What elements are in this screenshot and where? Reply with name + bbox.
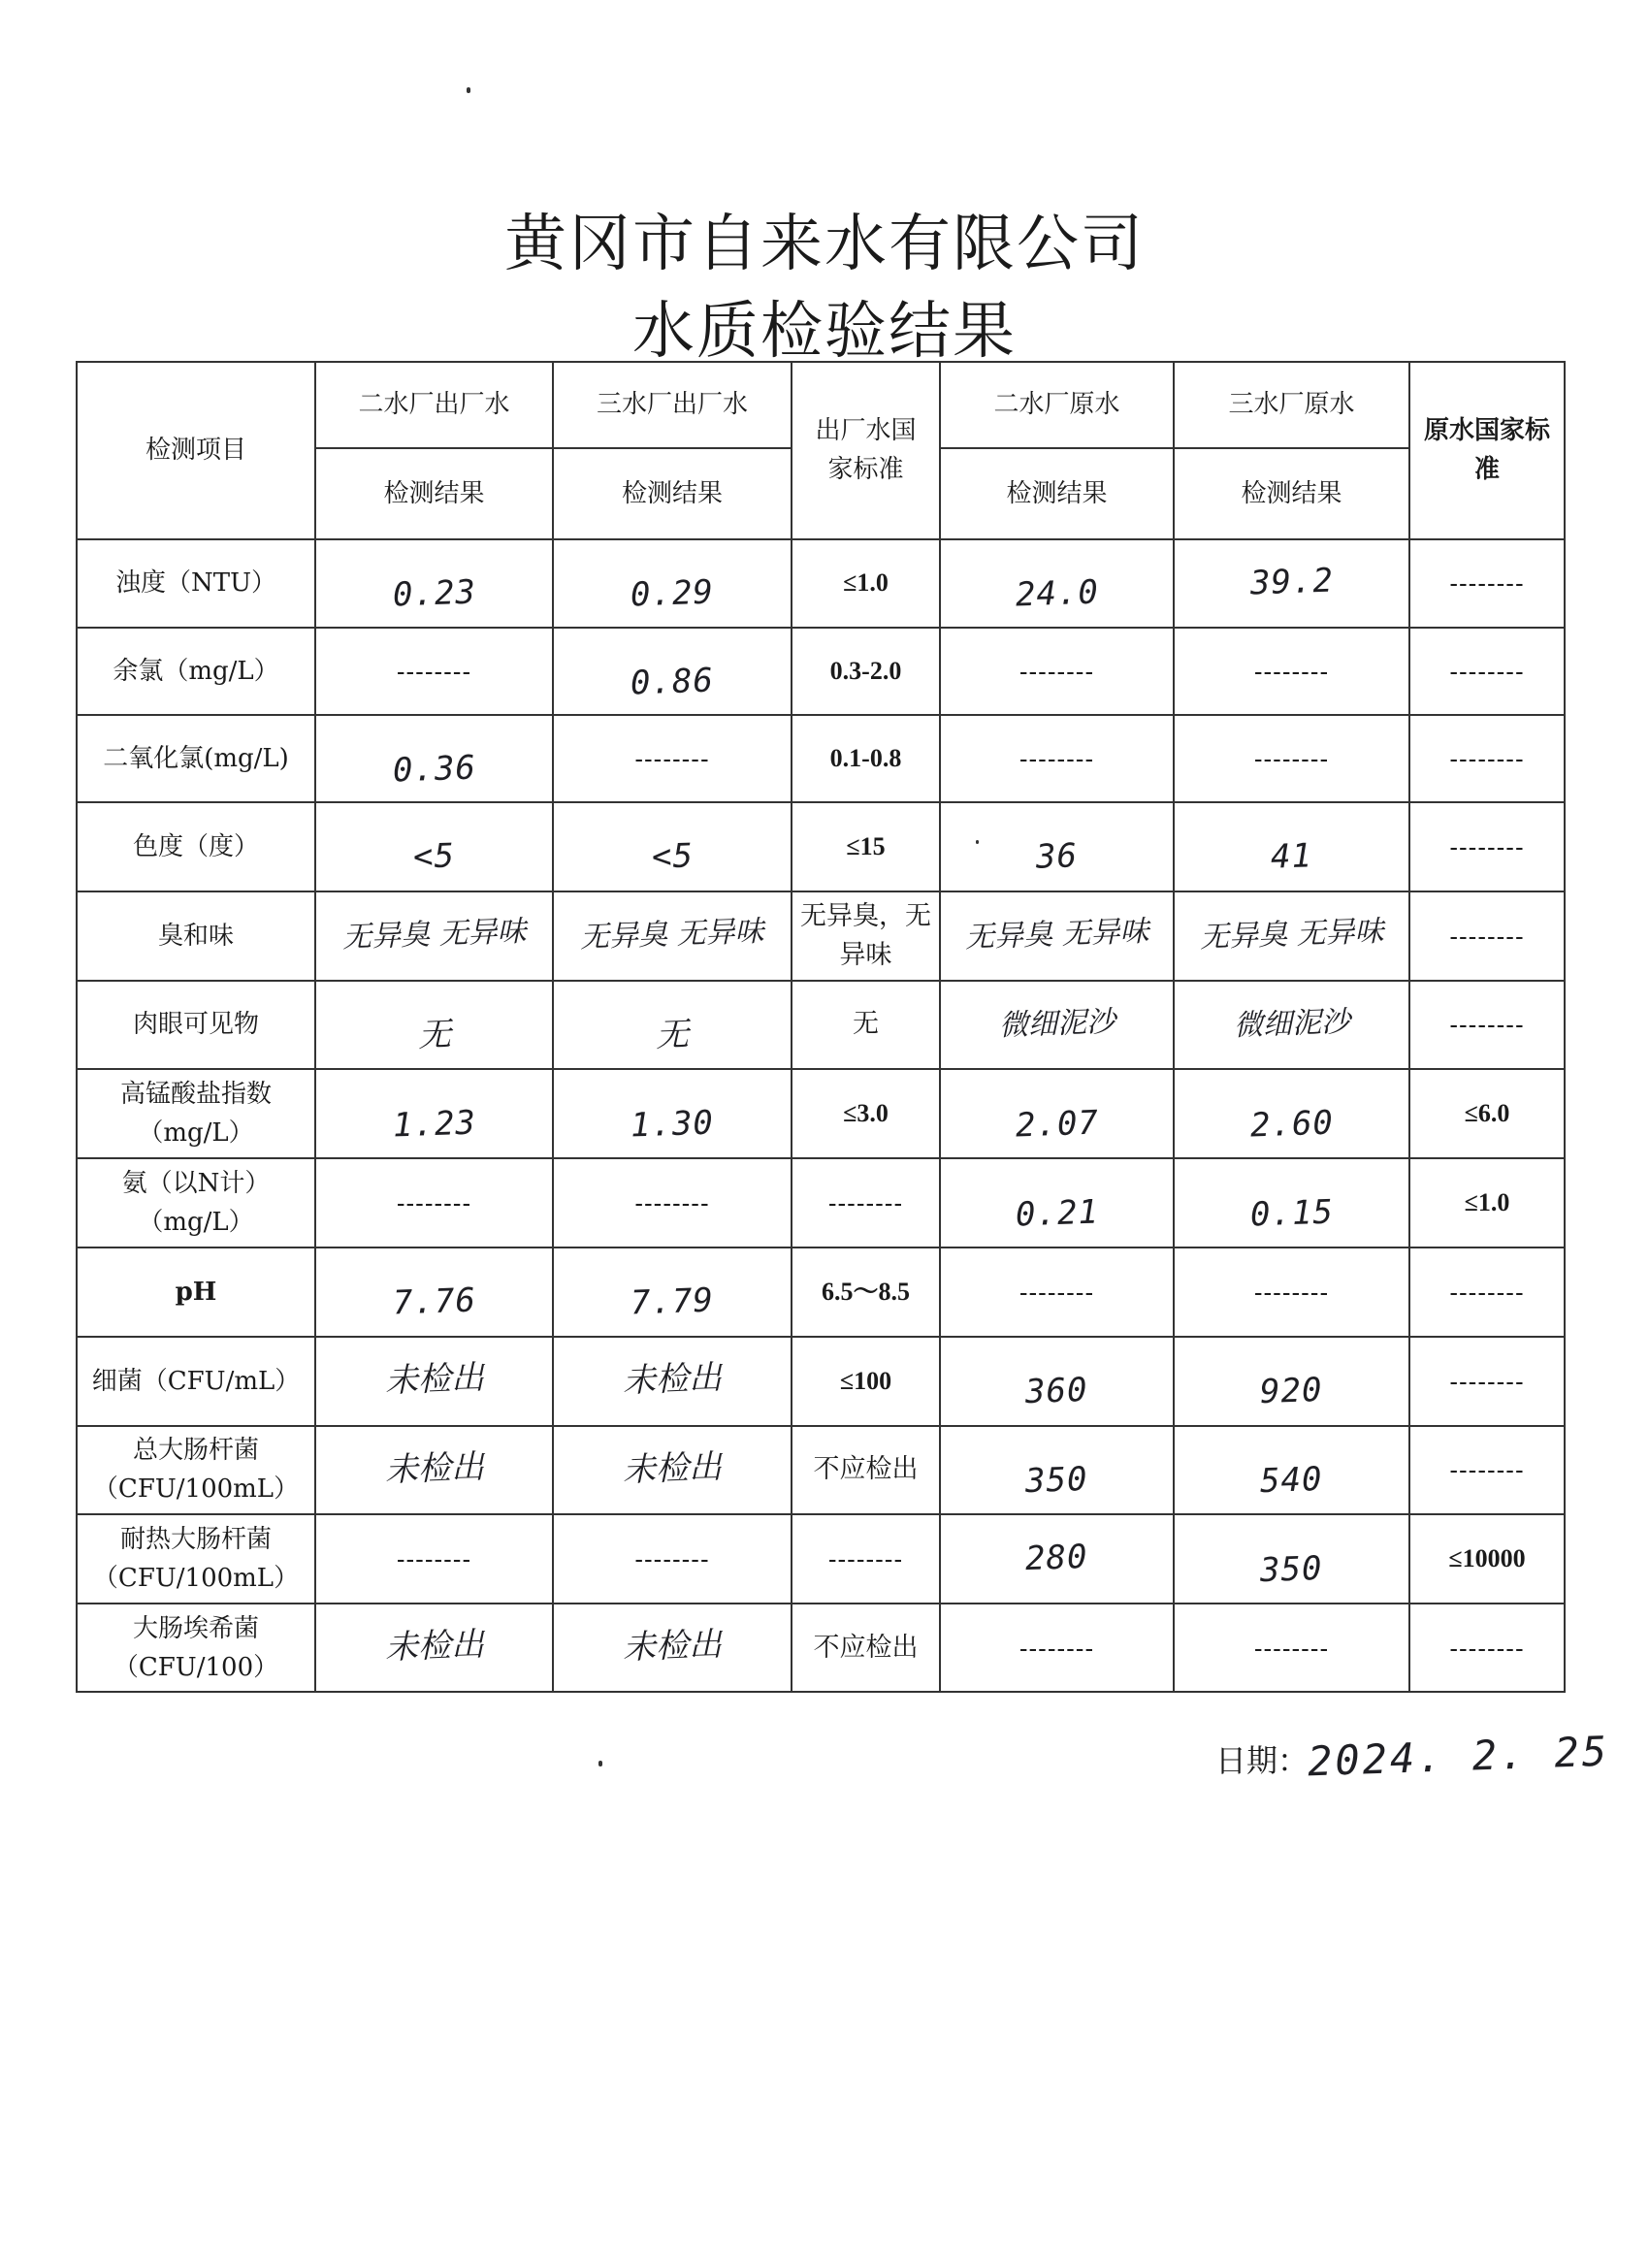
subheader-col2: 检测结果 <box>553 448 792 539</box>
table-row <box>77 1337 1565 1426</box>
cell-col1: 无异臭 无异味 <box>315 891 553 981</box>
cell-col4: 24.0 <box>940 539 1174 629</box>
cell-col5: -------- <box>1174 715 1409 802</box>
cell-col2: 7.79 <box>553 1247 792 1337</box>
cell-col2: -------- <box>553 715 792 802</box>
cell-raw-std: -------- <box>1409 715 1565 802</box>
cell-col1: 0.23 <box>315 539 553 629</box>
cell-col4: 无异臭 无异味 <box>940 891 1174 981</box>
row-item: 细菌（CFU/mL） <box>77 1337 315 1426</box>
table-row <box>77 981 1565 1070</box>
cell-col5: 39.2 <box>1174 539 1409 629</box>
cell-raw-std: -------- <box>1409 628 1565 715</box>
header-col5: 三水厂原水 <box>1174 362 1409 448</box>
cell-raw-std: ≤1.0 <box>1409 1158 1565 1247</box>
cell-col5: 350 <box>1174 1514 1409 1604</box>
cell-col4: 2.07 <box>940 1069 1174 1158</box>
cell-col2: 未检出 <box>553 1604 792 1692</box>
table-row <box>77 1247 1565 1337</box>
cell-raw-std: -------- <box>1409 1426 1565 1515</box>
table-row <box>77 1604 1565 1692</box>
cell-std: 6.5～8.5 <box>792 1247 940 1337</box>
cell-col1: -------- <box>315 1514 553 1604</box>
water-quality-table <box>76 361 1566 1693</box>
cell-col1: -------- <box>315 1158 553 1247</box>
cell-std: 0.3-2.0 <box>792 628 940 715</box>
cell-col1: 未检出 <box>315 1426 553 1515</box>
cell-raw-std: ≤10000 <box>1409 1514 1565 1604</box>
scan-speck <box>467 87 470 93</box>
table-row <box>77 802 1565 891</box>
cell-col4: 0.21 <box>940 1158 1174 1247</box>
cell-std: ≤1.0 <box>792 539 940 629</box>
header-row <box>77 362 1565 448</box>
cell-raw-std: -------- <box>1409 802 1565 891</box>
cell-col5: 41 <box>1174 802 1409 891</box>
cell-col1: 1.23 <box>315 1069 553 1158</box>
row-item: 臭和味 <box>77 891 315 981</box>
cell-col1: 未检出 <box>315 1604 553 1692</box>
table-row <box>77 891 1565 981</box>
cell-col1: 0.36 <box>315 715 553 802</box>
date-label: 日期： <box>1215 1742 1310 1779</box>
cell-col2: 无 <box>553 981 792 1070</box>
cell-std: ≤15 <box>792 802 940 891</box>
cell-col4: -------- <box>940 1247 1174 1337</box>
cell-std: 不应检出 <box>792 1426 940 1515</box>
cell-col5: -------- <box>1174 628 1409 715</box>
scan-speck <box>598 1761 602 1766</box>
cell-col2: 1.30 <box>553 1069 792 1158</box>
cell-raw-std: ≤6.0 <box>1409 1069 1565 1158</box>
table-row <box>77 715 1565 802</box>
row-item: 耐热大肠杆菌（CFU/100mL） <box>77 1514 315 1604</box>
cell-col1: 7.76 <box>315 1247 553 1337</box>
scan-speck <box>976 840 979 844</box>
row-item: 色度（度） <box>77 802 315 891</box>
cell-std: 无 <box>792 981 940 1070</box>
cell-col2: -------- <box>553 1158 792 1247</box>
cell-col4: 350 <box>940 1426 1174 1515</box>
row-item: 大肠埃希菌（CFU/100） <box>77 1604 315 1692</box>
row-item: 氨（以N计）（mg/L） <box>77 1158 315 1247</box>
cell-std: -------- <box>792 1514 940 1604</box>
cell-col5: 540 <box>1174 1426 1409 1515</box>
cell-raw-std: -------- <box>1409 891 1565 981</box>
cell-col2: 无异臭 无异味 <box>553 891 792 981</box>
cell-col4: 36 <box>940 802 1174 891</box>
cell-col4: -------- <box>940 628 1174 715</box>
cell-std: -------- <box>792 1158 940 1247</box>
header-item: 检测项目 <box>77 362 315 539</box>
table-row <box>77 628 1565 715</box>
cell-col4: 微细泥沙 <box>940 981 1174 1070</box>
cell-col4: -------- <box>940 715 1174 802</box>
header-col1: 二水厂出厂水 <box>315 362 553 448</box>
cell-raw-std: -------- <box>1409 981 1565 1070</box>
cell-col4: -------- <box>940 1604 1174 1692</box>
cell-col5: 0.15 <box>1174 1158 1409 1247</box>
date-value: 2024. 2. 25 <box>1307 1727 1610 1786</box>
subheader-col5: 检测结果 <box>1174 448 1409 539</box>
row-item: 余氯（mg/L） <box>77 628 315 715</box>
company-title: 黄冈市自来水有限公司 <box>504 209 1145 280</box>
header-col2: 三水厂出厂水 <box>553 362 792 448</box>
cell-col1: 无 <box>315 981 553 1070</box>
cell-col5: 微细泥沙 <box>1174 981 1409 1070</box>
table-row <box>77 1069 1565 1158</box>
cell-col2: -------- <box>553 1514 792 1604</box>
cell-col1: -------- <box>315 628 553 715</box>
cell-col2: 0.29 <box>553 539 792 629</box>
row-item: 总大肠杆菌（CFU/100mL） <box>77 1426 315 1515</box>
row-item: 二氧化氯(mg/L) <box>77 715 315 802</box>
cell-col1: 未检出 <box>315 1337 553 1426</box>
cell-col2: 0.86 <box>553 628 792 715</box>
cell-raw-std: -------- <box>1409 1247 1565 1337</box>
cell-col5: 无异臭 无异味 <box>1174 891 1409 981</box>
table-row <box>77 1426 1565 1515</box>
report-title: 水质检验结果 <box>632 296 1017 368</box>
cell-std: 不应检出 <box>792 1604 940 1692</box>
cell-col2: 未检出 <box>553 1337 792 1426</box>
cell-raw-std: -------- <box>1409 1604 1565 1692</box>
row-item: 高锰酸盐指数（mg/L） <box>77 1069 315 1158</box>
cell-std: ≤3.0 <box>792 1069 940 1158</box>
header-col3: 出厂水国家标准 <box>792 362 940 539</box>
table-row <box>77 1158 1565 1247</box>
cell-std: ≤100 <box>792 1337 940 1426</box>
cell-col4: 360 <box>940 1337 1174 1426</box>
table-row <box>77 1514 1565 1604</box>
row-item: 肉眼可见物 <box>77 981 315 1070</box>
cell-raw-std: -------- <box>1409 539 1565 629</box>
cell-std: 0.1-0.8 <box>792 715 940 802</box>
cell-col2: 未检出 <box>553 1426 792 1515</box>
table-row <box>77 539 1565 629</box>
cell-col5: -------- <box>1174 1604 1409 1692</box>
row-item: pH <box>77 1247 315 1337</box>
header-col6: 原水国家标准 <box>1409 362 1565 539</box>
cell-col5: -------- <box>1174 1247 1409 1337</box>
cell-col5: 920 <box>1174 1337 1409 1426</box>
subheader-col1: 检测结果 <box>315 448 553 539</box>
cell-raw-std: -------- <box>1409 1337 1565 1426</box>
subheader-col4: 检测结果 <box>940 448 1174 539</box>
cell-col1: <5 <box>315 802 553 891</box>
cell-col2: <5 <box>553 802 792 891</box>
cell-col5: 2.60 <box>1174 1069 1409 1158</box>
cell-std: 无异臭，无异味 <box>792 891 940 981</box>
cell-col4: 280 <box>940 1514 1174 1604</box>
header-col4: 二水厂原水 <box>940 362 1174 448</box>
row-item: 浊度（NTU） <box>77 539 315 629</box>
